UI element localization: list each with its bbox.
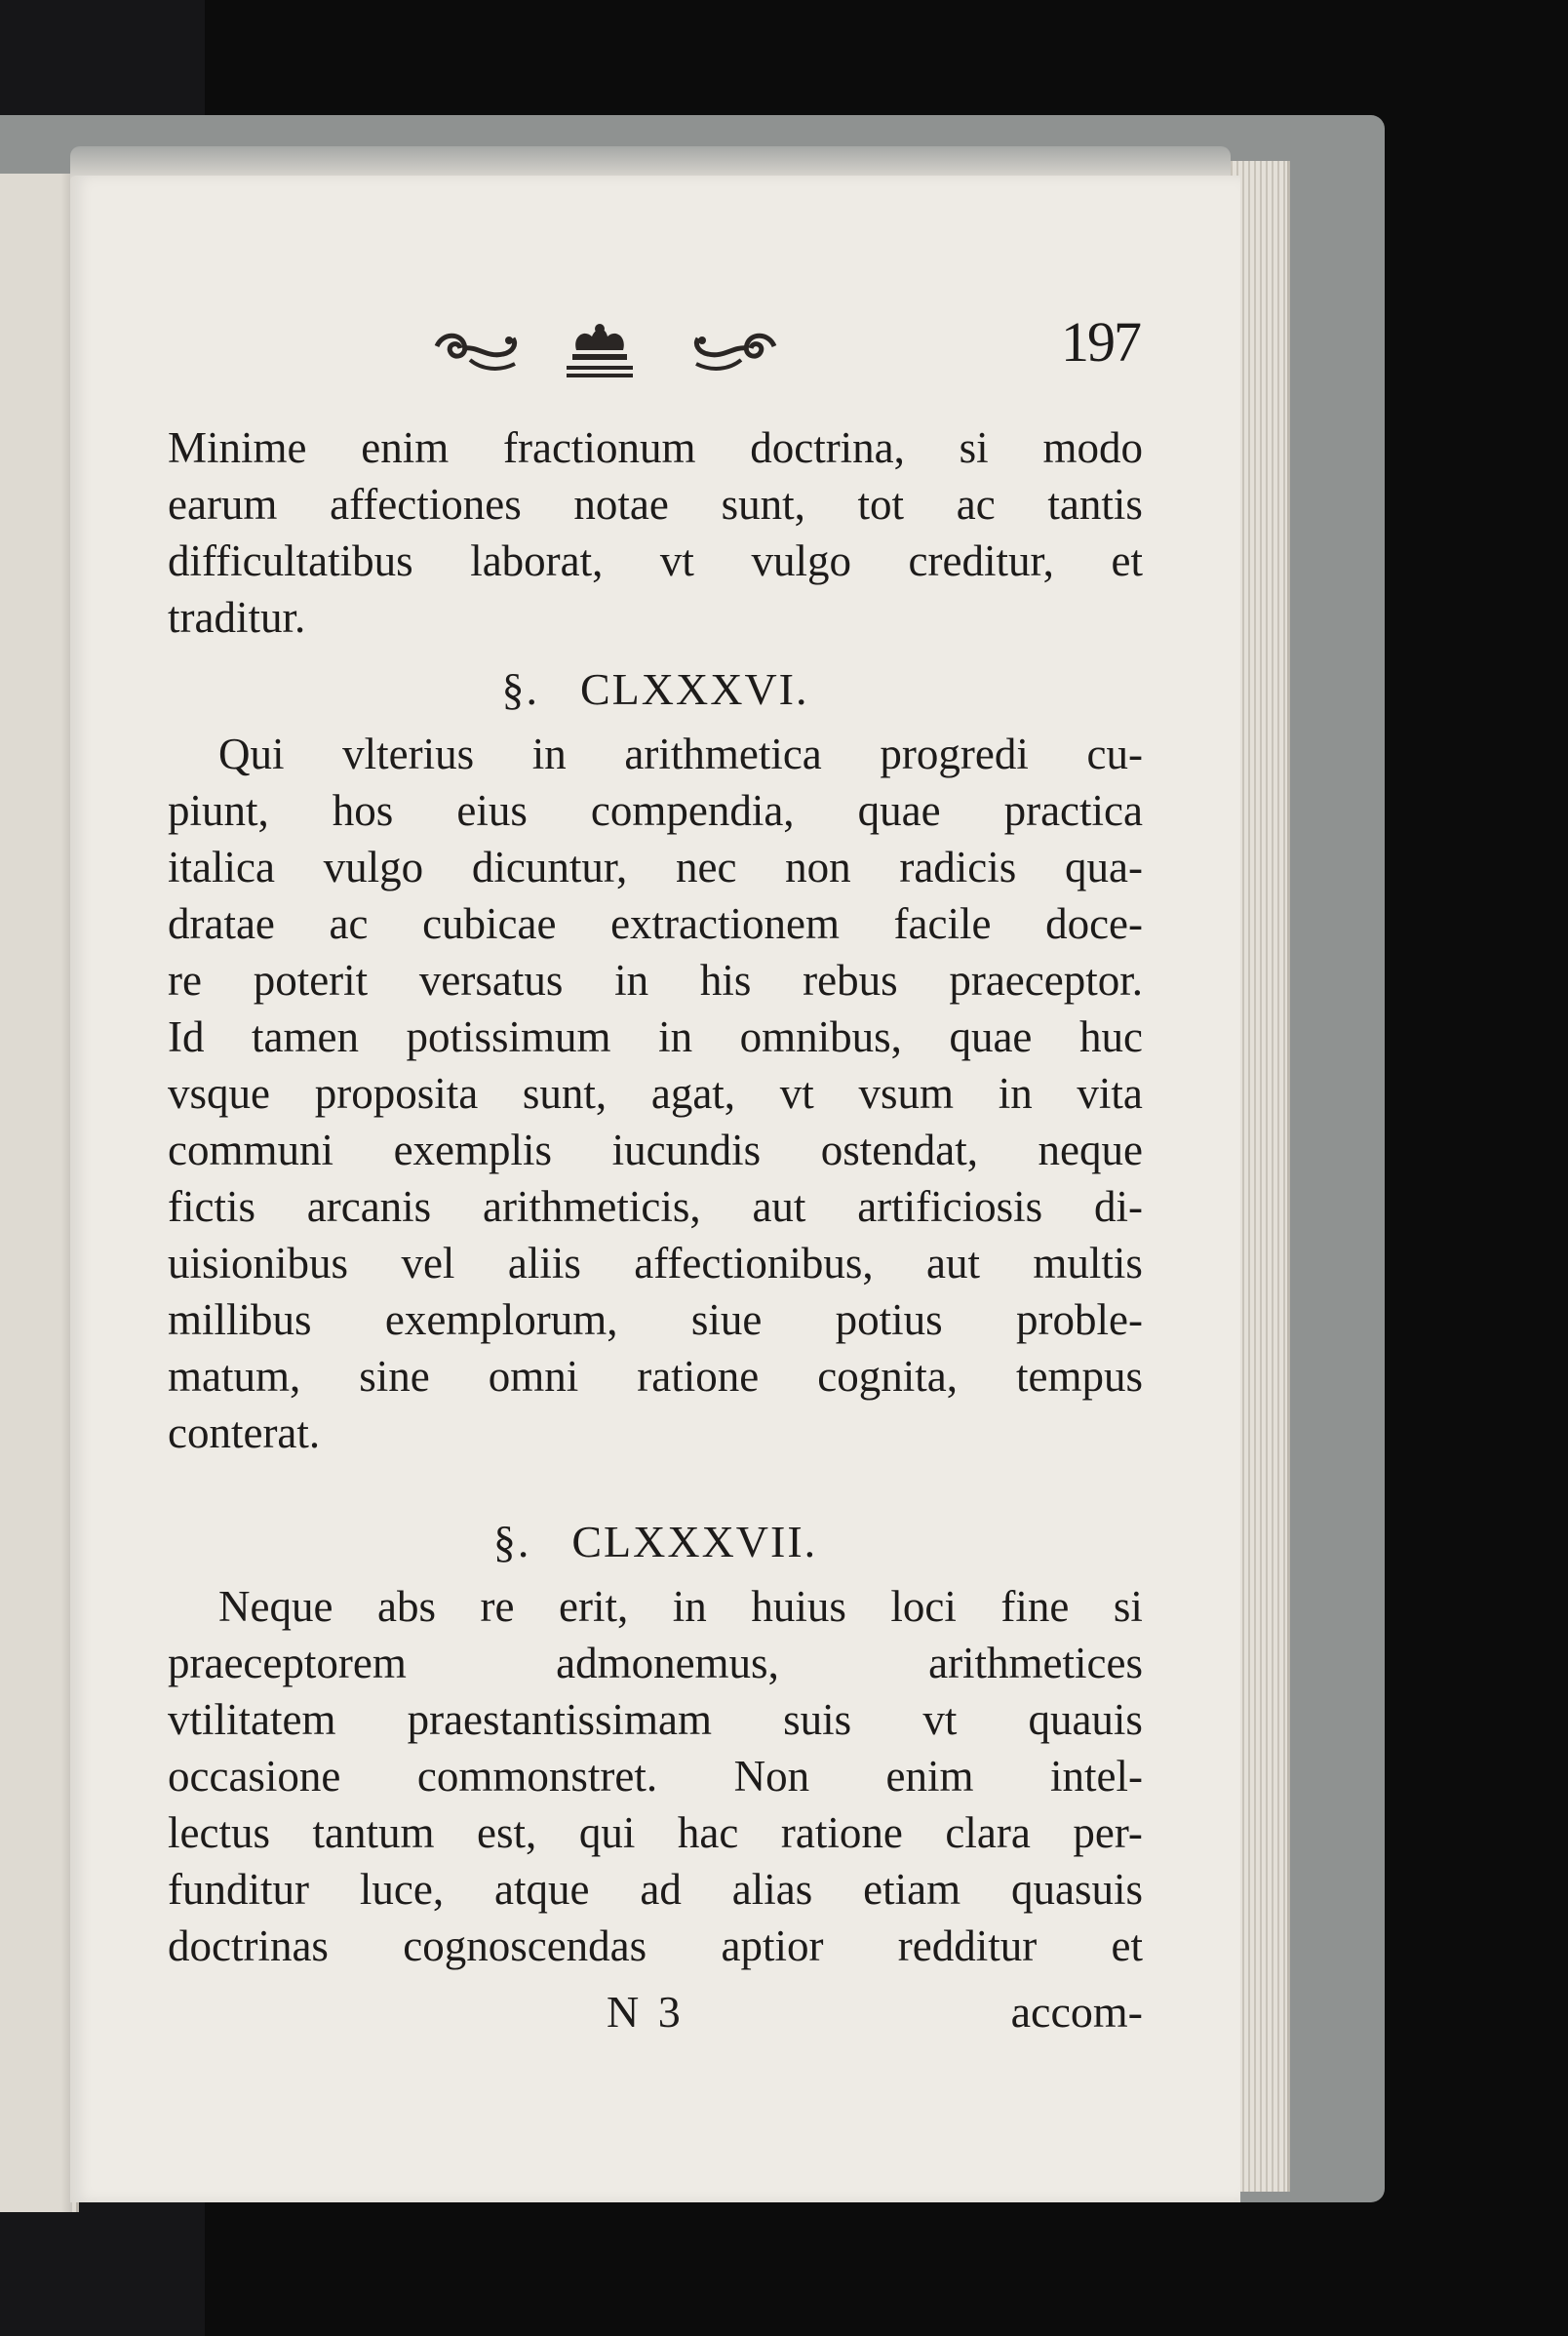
- facing-page-edge: [0, 174, 79, 2212]
- text-line: uisionibus vel aliis affectionibus, aut multis: [168, 1239, 1143, 1287]
- text-line: conterat.: [168, 1408, 321, 1457]
- text-line: Id tamen potissimum in omnibus, quae huc: [168, 1012, 1143, 1061]
- text-line: lectus tantum est, qui hac ratione clara per-: [168, 1808, 1143, 1857]
- paragraph-2: [168, 726, 1143, 1461]
- page-number: 197: [1061, 310, 1140, 374]
- right-scroll-ornament: [690, 319, 780, 387]
- text-line: Qui vlterius in arithmetica progredi cu-: [218, 730, 1143, 778]
- text-line: piunt, hos eius compendia, quae practica: [168, 786, 1143, 835]
- section-heading-186: [168, 659, 1143, 720]
- section-number: CLXXXVII.: [571, 1517, 818, 1566]
- page-header: [168, 310, 1143, 419]
- text-line: fictis arcanis arithmeticis, aut artificiosis di-: [168, 1182, 1143, 1231]
- text-line: earum affectiones notae sunt, tot ac tantis: [168, 480, 1143, 529]
- spacer: [168, 1461, 1143, 1498]
- text-line: praeceptorem admonemus, arithmetices: [168, 1639, 1143, 1687]
- text-line: italica vulgo dicuntur, nec non radicis qua-: [168, 843, 1143, 891]
- text-line: vsque proposita sunt, agat, vt vsum in vita: [168, 1069, 1143, 1118]
- text-line: Minime enim fractionum doctrina, si modo: [168, 423, 1143, 472]
- text-line: difficultatibus laborat, vt vulgo creditur, et: [168, 536, 1143, 585]
- text-line: traditur.: [168, 593, 306, 642]
- paragraph-3: [168, 1578, 1143, 1974]
- text-line: re poterit versatus in his rebus praeceptor.: [168, 956, 1143, 1005]
- section-number: CLXXXVI.: [580, 664, 809, 714]
- text-line: communi exemplis iucundis ostendat, neque: [168, 1126, 1143, 1174]
- signature-mark: N 3: [607, 1987, 685, 2037]
- section-heading-187: [168, 1512, 1143, 1572]
- text-line: doctrinas cognoscendas aptior redditur et: [168, 1921, 1143, 1970]
- text-line: funditur luce, atque ad alias etiam quasuis: [168, 1865, 1143, 1914]
- text-line: vtilitatem praestantissimam suis vt quauis: [168, 1695, 1143, 1744]
- text-line: occasione commonstret. Non enim intel-: [168, 1752, 1143, 1801]
- page-footer: [168, 1978, 1143, 2046]
- paragraph-1: [168, 419, 1143, 646]
- center-crown-ornament: [563, 319, 637, 387]
- page-content: [168, 310, 1143, 2046]
- text-line: Neque abs re erit, in huius loci fine si: [218, 1582, 1143, 1631]
- text-line: dratae ac cubicae extractionem facile doce-: [168, 899, 1143, 948]
- text-line: millibus exemplorum, siue potius proble-: [168, 1295, 1143, 1344]
- section-mark: §.: [492, 1517, 531, 1566]
- catchword: accom-: [1010, 1987, 1143, 2037]
- section-mark: §.: [501, 664, 539, 714]
- text-line: matum, sine omni ratione cognita, tempus: [168, 1352, 1143, 1401]
- left-scroll-ornament: [431, 319, 521, 387]
